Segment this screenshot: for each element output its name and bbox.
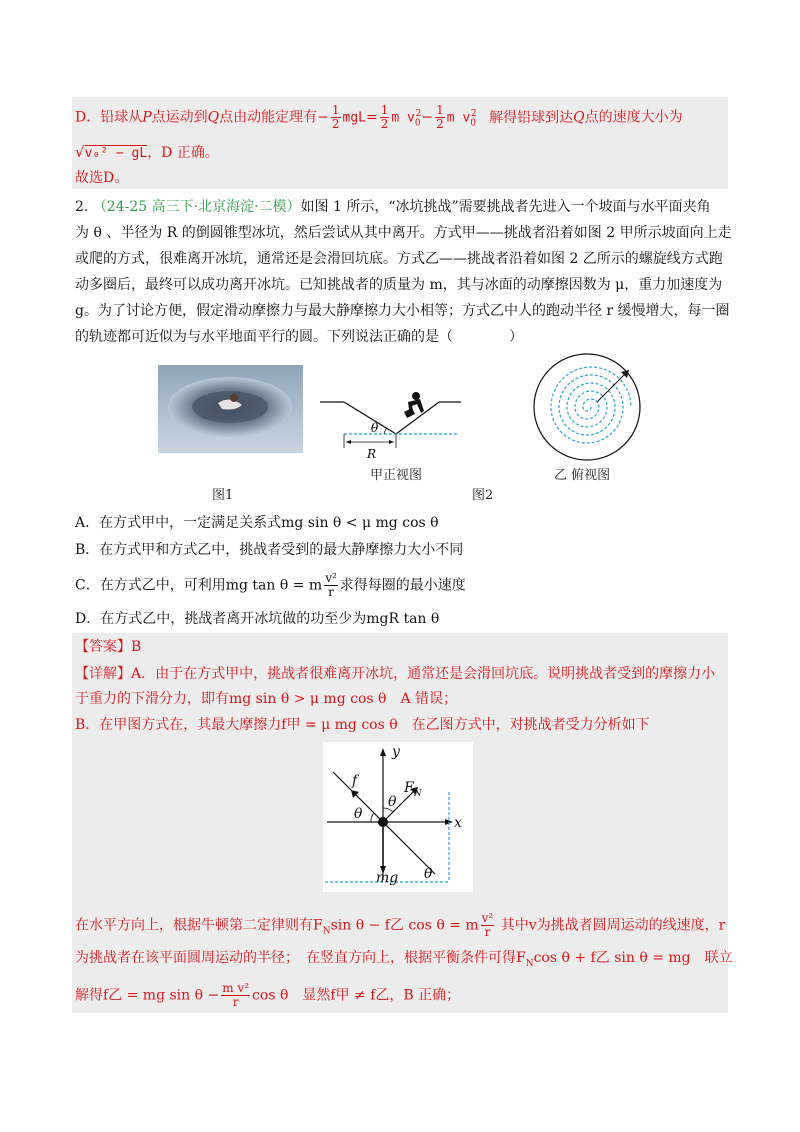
prev-solution-line2: √v₀² − gL，D 正确。 bbox=[75, 143, 219, 161]
front-R: R bbox=[367, 447, 377, 461]
frac-half-3: $\frac{1}{2}$ bbox=[436, 103, 444, 132]
frac-v2-r: $\frac{\text{v²}}{r}$ bbox=[325, 571, 337, 599]
top-view-label: 乙 俯视图 bbox=[554, 468, 611, 483]
force-theta-left: θ bbox=[354, 806, 363, 822]
question-line4: 动多圈后，最终可以成功离开冰坑。已知挑战者的质量为 m，其与冰面的动摩擦因数为 μ，重力加速度为 bbox=[75, 277, 723, 293]
fig2-label: 图2 bbox=[472, 488, 494, 503]
question-line1: 2. （24-25 高三下·北京海淀·二模）如图 1 所示，“冰坑挑战”需要挑战者先进入一个坡面与水平面夹角 bbox=[75, 199, 711, 215]
fig1-label: 图1 bbox=[212, 488, 234, 503]
force-f-label: f bbox=[352, 773, 358, 789]
frac-mv2-r: $\frac{\text{m v²}}{r}$ bbox=[222, 981, 250, 1009]
question-line2: 为 θ 、半径为 R 的倒圆锥型冰坑，然后尝试从其中离开。方式甲——挑战者沿着如图 2 甲所示坡面向上走 bbox=[75, 225, 732, 241]
top-view-spiral-diagram bbox=[532, 352, 642, 462]
answer-line2: 于重力的下滑分力，即有mg sin θ > μ mg cos θ A 错误； bbox=[75, 691, 458, 707]
sqrt-sign: √ bbox=[75, 143, 85, 161]
answer-line1: 【详解】A．由于在方式甲中，挑战者很难离开冰坑，通常还是会滑回坑底。说明挑战者受到的摩擦力小 bbox=[75, 666, 716, 682]
front-theta: θ bbox=[371, 421, 379, 435]
force-fn-label: $F_N$ bbox=[404, 780, 422, 799]
answer-line6: 解得f乙 = mg sin θ − $\frac{\text{m v²}}{r}$ cos θ 显然f甲 ≠ f乙，B 正确； bbox=[75, 981, 461, 1009]
climber-icon bbox=[404, 392, 424, 418]
option-d[interactable]: D．在方式乙中，挑战者离开冰坑做的功至少为mgR tan θ bbox=[75, 611, 440, 627]
force-x-label: x bbox=[454, 815, 462, 831]
force-theta-bottom: θ bbox=[424, 866, 433, 882]
answer-line5: 为挑战者在该平面圆周运动的半径； 在竖直方向上，根据平衡条件可得$F_N\cos$ θ + f乙 sin θ = mg 联立 bbox=[75, 950, 733, 969]
question-line6: 的轨迹都可近似为与水平地面平行的圆。下列说法正确的是（ ） bbox=[75, 329, 523, 345]
ice-pit-photo bbox=[158, 365, 303, 453]
force-y-label: y bbox=[392, 744, 400, 760]
question-line5: g。为了讨论方便，假定滑动摩擦力与最大静摩擦力大小相等；方式乙中人的跑动半径 r 缓慢增大，每一圈 bbox=[75, 303, 730, 319]
question-source: （24-25 高三下·北京海淀·二模） bbox=[92, 199, 301, 215]
front-view-diagram bbox=[318, 372, 463, 462]
front-view-label: 甲正视图 bbox=[370, 468, 423, 483]
frac-half-1: $\frac{1}{2}$ bbox=[331, 103, 340, 132]
answer-tag: 【答案】B bbox=[75, 639, 142, 655]
option-c[interactable]: C．在方式乙中，可利用mg tan θ = m $\frac{\text{v²}}{r}$ 求得每圈的最小速度 bbox=[75, 571, 466, 599]
option-a[interactable]: A．在方式甲中，一定满足关系式mg sin θ < μ mg cos θ bbox=[75, 515, 439, 531]
frac-v2-r-2: $\frac{\text{v²}}{r}$ bbox=[481, 911, 494, 939]
frac-half-2: $\frac{1}{2}$ bbox=[380, 103, 389, 132]
prev-conclusion: 故选D。 bbox=[75, 170, 129, 186]
question-line3: 或爬的方式，很难离开冰坑，通常还是会滑回坑底。方式乙——挑战者沿着如图 2 乙所示的螺旋线方式跑 bbox=[75, 251, 723, 267]
answer-line3: B．在甲图方式在，其最大摩擦力f甲 = μ mg cos θ 在乙图方式中，对挑战者受力分析如下 bbox=[75, 717, 650, 733]
force-theta-top: θ bbox=[388, 794, 397, 810]
answer-line4: 在水平方向上，根据牛顿第二定律则有$F_N\sin$ θ − f乙 cos θ = m $\frac{\text{v²}}{r}$ 其中v为挑战者圆周运动的线速度，r bbox=[75, 911, 726, 939]
force-mg-label: mg bbox=[376, 870, 399, 886]
prev-solution-line1: D．铅球从P点运动到Q点由动能定理有− $\frac{1}{2}$ mgL= $\frac{1}{2}$ m $v_0^2-$ $\frac{1}{2}$ m $v_0^2$ 解得铅球到达Q点的速度大小为 bbox=[75, 103, 683, 132]
option-b[interactable]: B．在方式甲和方式乙中，挑战者受到的最大静摩擦力大小不同 bbox=[75, 542, 464, 558]
